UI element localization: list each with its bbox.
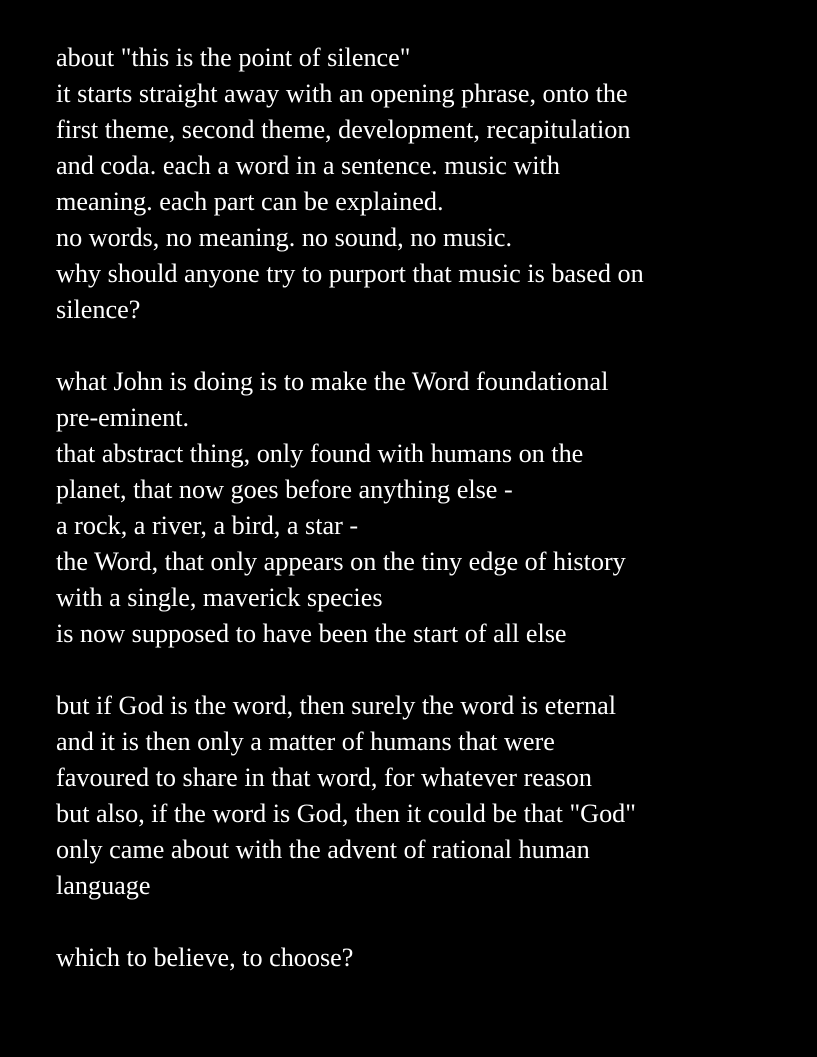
text-line: which to believe, to choose? (56, 943, 354, 972)
text-line: with a single, maverick species (56, 583, 383, 612)
text-line: meaning. each part can be explained. (56, 187, 444, 216)
text-line: planet, that now goes before anything else - (56, 475, 513, 504)
stanza-gap (56, 904, 796, 940)
text-line: only came about with the advent of rational human (56, 835, 590, 864)
text-line: pre-eminent. (56, 403, 190, 432)
text-line: favoured to share in that word, for whatever reason (56, 763, 592, 792)
text-line: it starts straight away with an opening phrase, onto the (56, 79, 628, 108)
text-line: is now supposed to have been the start of all else (56, 619, 567, 648)
stanza-gap (56, 652, 796, 688)
stanza-3 (56, 688, 796, 904)
text-line: and coda. each a word in a sentence. music with (56, 151, 560, 180)
stanza-gap (56, 328, 796, 364)
text-line: a rock, a river, a bird, a star - (56, 511, 359, 540)
text-line: but if God is the word, then surely the word is eternal (56, 691, 617, 720)
text-line: language (56, 871, 151, 900)
text-line: and it is then only a matter of humans that were (56, 727, 555, 756)
stanza-1 (56, 40, 796, 328)
document-text (56, 40, 796, 976)
stanza-2 (56, 364, 796, 652)
text-line: no words, no meaning. no sound, no music. (56, 223, 513, 252)
text-line: the Word, that only appears on the tiny edge of history (56, 547, 626, 576)
stanza-4 (56, 940, 796, 976)
text-line: first theme, second theme, development, recapitulation (56, 115, 631, 144)
text-line: what John is doing is to make the Word foundational (56, 367, 609, 396)
text-line: why should anyone try to purport that music is based on (56, 259, 644, 288)
text-line: about "this is the point of silence" (56, 43, 411, 72)
text-line: that abstract thing, only found with humans on the (56, 439, 584, 468)
text-line: silence? (56, 295, 141, 324)
text-line: but also, if the word is God, then it could be that "God" (56, 799, 636, 828)
